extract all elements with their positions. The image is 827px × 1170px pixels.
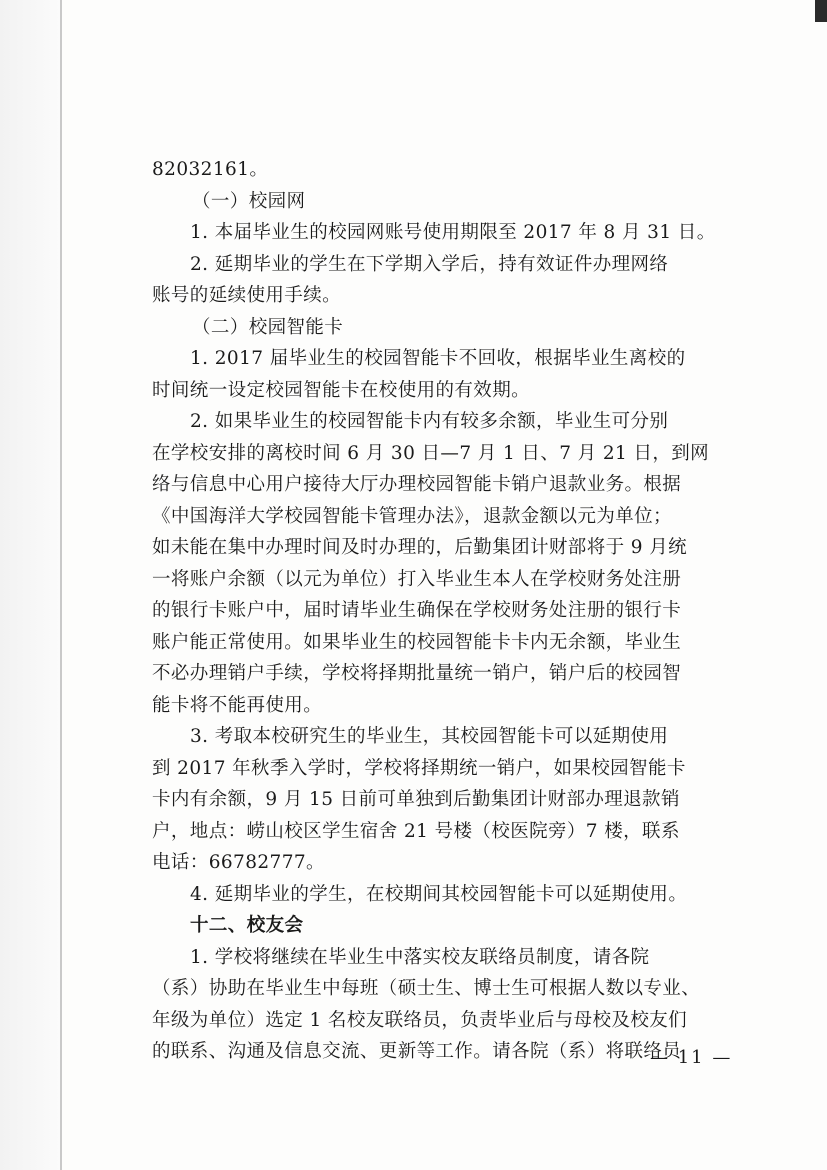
text-line: 在学校安排的离校时间 6 月 30 日—7 月 1 日、7 月 21 日，到网 (152, 442, 710, 464)
scan-binding-shade (0, 0, 60, 1170)
text-line: 一将账户余额（以元为单位）打入毕业生本人在学校财务处注册 (152, 568, 682, 590)
section-heading-campus-card: （二）校园智能卡 (192, 316, 344, 338)
section-heading-campus-network: （一）校园网 (192, 190, 306, 212)
text-line: 2. 如果毕业生的校园智能卡内有较多余额，毕业生可分别 (190, 411, 669, 432)
text-line: 电话：66782777。 (152, 852, 325, 873)
text-line: 卡内有余额，9 月 15 日前可单独到后勤集团计财部办理退款销 (152, 789, 680, 810)
text-line: 1. 学校将继续在毕业生中落实校友联络员制度，请各院 (190, 946, 650, 968)
text-line: 的银行卡账户中，届时请毕业生确保在学校财务处注册的银行卡 (152, 600, 682, 621)
text-line: 时间统一设定校园智能卡在校使用的有效期。 (152, 379, 531, 401)
text-line: 1. 本届毕业生的校园网账号使用期限至 2017 年 8 月 31 日。 (190, 222, 716, 243)
document-body (152, 154, 767, 1068)
text-line: 3. 考取本校研究生的毕业生，其校园智能卡可以延期使用 (190, 726, 669, 747)
text-line: 能卡将不能再使用。 (152, 694, 323, 716)
text-line: 络与信息中心用户接待大厅办理校园智能卡销户退款业务。根据 (152, 474, 682, 495)
text-line: 账号的延续使用手续。 (152, 285, 342, 306)
text-line: 账户能正常使用。如果毕业生的校园智能卡卡内无余额，毕业生 (152, 631, 682, 653)
text-line: 4. 延期毕业的学生，在校期间其校园智能卡可以延期使用。 (190, 883, 688, 905)
text-line: （系）协助在毕业生中每班（硕士生、博士生可根据人数以专业、 (152, 978, 701, 999)
text-line: 的联系、沟通及信息交流、更新等工作。请各院（系）将联络员 (152, 1041, 682, 1062)
scan-binding-edge (60, 0, 62, 1170)
text-line: 2. 延期毕业的学生在下学期入学后，持有效证件办理网络 (190, 253, 669, 275)
text-line: 《中国海洋大学校园智能卡管理办法》，退款金额以元为单位； (152, 505, 672, 527)
text-line: 到 2017 年秋季入学时，学校将择期统一销户，如果校园智能卡 (152, 757, 686, 779)
text-line: 82032161。 (152, 159, 269, 180)
text-line: 如未能在集中办理时间及时办理的，后勤集团计财部将于 9 月统 (152, 537, 688, 558)
text-line: 1. 2017 届毕业生的校园智能卡不回收，根据毕业生离校的 (190, 348, 686, 369)
section-heading-alumni: 十二、校友会 (190, 915, 304, 936)
text-line: 年级为单位）选定 1 名校友联络员，负责毕业后与母校及校友们 (152, 1009, 688, 1031)
text-line: 户，地点：崂山校区学生宿舍 21 号楼（校医院旁）7 楼，联系 (152, 820, 680, 842)
text-line: 不必办理销户手续，学校将择期批量统一销户，销户后的校园智 (152, 663, 682, 684)
page-number: — 11 — (650, 1047, 733, 1068)
scan-corner-mark (815, 0, 827, 22)
